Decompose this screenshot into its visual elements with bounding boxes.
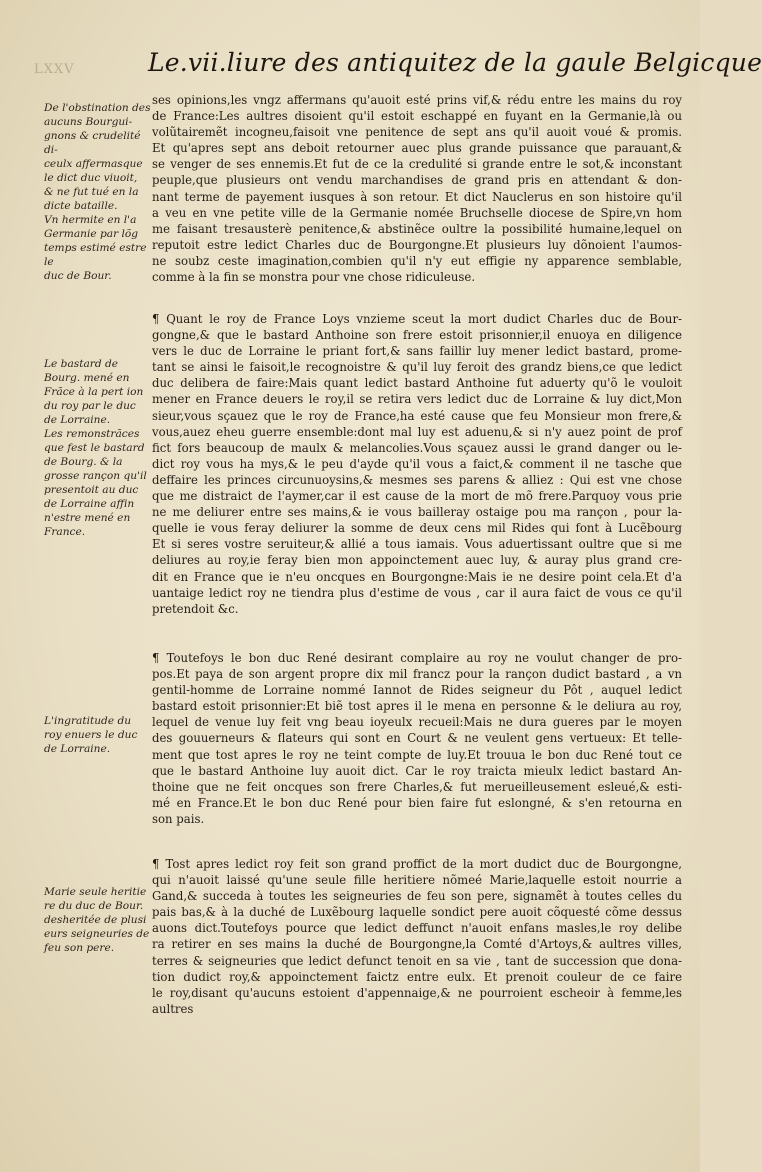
text-line: aultres [152, 1001, 194, 1016]
paragraph-3 [152, 650, 682, 827]
text-line: comme à la fin se monstra pour vne chose ridiculeuse. [152, 270, 476, 285]
paragraph-1 [152, 92, 682, 285]
text-line: quelle ie vous feray deliurer la somme de deux cens mil Rides qui font à Lucẽbourg [152, 521, 682, 536]
text-line: de France:Les aultres disoient qu'il estoit eschappé en fuyant en la Germanie,là ou [152, 109, 682, 124]
text-line: terres & seigneuries que ledict defunct tenoit en sa vie , tant de succession que dona- [152, 953, 682, 968]
text-line: que me distraict de l'aymer,car il est cause de la mort de mõ frere.Parquoy vous prie [152, 489, 682, 504]
text-line: reputoit estre ledict Charles duc de Bourgongne.Et plusieurs luy dõnoient l'aumos- [152, 237, 682, 252]
text-line: dit en France que ie n'eu oncques en Bourgongne:Mais ie ne desire point cela.Et d'a [152, 569, 682, 584]
text-line: des gouuerneurs & flateurs qui sont en Court & ne veulent gens vertueux: Et telle- [152, 731, 682, 746]
text-line: volũtairemẽt incogneu,faisoit vne penitence de sept ans qu'il auoit voué & promis. [152, 125, 682, 140]
text-line: pretendoit &c. [152, 601, 239, 616]
text-line: bastard estoit prisonnier:Et biẽ tost apres il le mena en personne & le deliura au roy, [152, 699, 682, 714]
paragraph-2 [152, 311, 682, 617]
text-line: pais bas,& à la duché de Luxẽbourg laquelle sondict pere auoit cõquesté cõme dessus [152, 905, 682, 920]
text-line: fict fors beaucoup de maulx & melancolies.Vous sçauez aussi le grand danger ou le- [152, 440, 682, 455]
text-line: ¶ Toutefoys le bon duc René desirant complaire au roy ne voulut changer de pro- [152, 651, 682, 665]
text-line: Et si seres vostre seruiteur,& allié a tous iamais. Vous aduertissant oultre que si me [152, 537, 682, 552]
running-title: Le.vii.liure des antiquitez de la gaule Belgicque [148, 48, 762, 77]
margin-note-1: De l'obstination des aucuns Bourgui- gnons & crudelité di- ceulx affermasque le dict duc viuoit, & ne fut tué en la dicte bataille. Vn hermite en l'a Germanie par lõg temps estimé estre le duc de Bour. [44, 102, 151, 282]
text-line: gentil-homme de Lorraine nommé Iannot de Rides seigneur du Pôt , auquel ledict [152, 683, 682, 698]
text-line: ra retirer en ses mains la duché de Bourgongne,la Comté d'Artoys,& aultres villes, [152, 937, 682, 952]
text-line: que le bastard Anthoine luy auoit dict. Car le roy traicta mieulx ledict bastard An- [152, 763, 682, 778]
text-line: se venger de ses ennemis.Et fut de ce la credulité si grande entre le sot,& inconstant [152, 157, 682, 172]
text-line: auons dict.Toutefoys pource que ledict deffunct n'auoit enfans masles,le roy delibe [152, 921, 682, 936]
text-line: le roy,disant qu'aucuns estoient d'appennaige,& ne pourroient escheoir à femme,les [152, 985, 682, 1000]
text-line: thoine que ne feit oncques son frere Charles,& fut merueilleusement esleué,& esti- [152, 779, 682, 794]
text-line: ¶ Tost apres ledict roy feit son grand proffict de la mort dudict duc de Bourgongne, [152, 857, 682, 871]
text-line: ne me deliurer entre ses mains,& ie vous bailleray ostaige pou ma rançon , pour la- [152, 505, 682, 520]
margin-note-4: Marie seule heritie re du duc de Bour. desheritée de plusi eurs seigneuries de feu son pere. [44, 886, 150, 954]
text-line: Et qu'apres sept ans deboit retourner auec plus grande puissance que parauant,& [152, 141, 682, 156]
text-line: peuple,que plusieurs ont vendu marchandises de grand pris en attendant & don- [152, 173, 682, 188]
text-line: vers le duc de Lorraine le priant fort,& sans faillir luy mener ledict bastard, prome- [152, 344, 682, 359]
text-line: gongne,& que le bastard Anthoine son frere estoit prisonnier,il enuoya en diligence [152, 328, 682, 343]
text-line: vous,auez eheu guerre ensemble:dont mal luy est aduenu,& si n'y auez point de prof [152, 424, 682, 439]
text-line: duc delibera de faire:Mais quant ledict bastard Anthoine fut aduerty qu'õ le vouloit [152, 376, 682, 391]
margin-note-3: L'ingratitude du roy enuers le duc de Lorraine. [44, 715, 138, 755]
text-line: ment que tost apres le roy ne teint compte de luy.Et trouua le bon duc René tout ce [152, 747, 682, 762]
text-line: ses opinions,les vngz affermans qu'auoit esté prins vif,& rédu entre les mains du roy [152, 93, 682, 107]
text-line: qui n'auoit laissé qu'une seule fille heritiere nõmeé Marie,laquelle estoit nourrie a [152, 873, 682, 888]
text-line: pos.Et paya de son argent propre dix mil francz pour la rançon dudict bastard , a vn [152, 667, 682, 682]
text-line: deliures au roy,ie feray bien mon appoinctement auec luy, & auray plus grand cre- [152, 553, 682, 568]
paragraph-4 [152, 856, 682, 1017]
text-line: sieur,vous sçauez que le roy de France,ha esté cause que feu Monsieur mon frere,& [152, 408, 682, 423]
text-line: uantaige ledict roy ne tiendra plus d'estime de vous , car il aura faict de vous ce qu'il [152, 585, 682, 600]
margin-note-2: Le bastard de Bourg. mené en Frãce à la pert ion du roy par le duc de Lorraine. Les remonstrãces que fest le bastard de Bourg. & la grosse rançon qu'il presentoit au duc de Lorraine affin n'estre mené en France. [44, 358, 147, 538]
text-line: ¶ Quant le roy de France Loys vnzieme sceut la mort dudict Charles duc de Bour- [152, 312, 682, 326]
text-line: mé en France.Et le bon duc René pour bien faire fut eslongné, & s'en retourna en [152, 795, 682, 810]
text-line: tion dudict roy,& appoinctement faictz entre eulx. Et prenoit couleur de ce faire [152, 969, 682, 984]
text-line: dict roy vous ha mys,& le peu d'ayde qu'il vous a faict,& comment il ne tasche que [152, 456, 682, 471]
text-line: tant se ainsi le faisoit,le recognoistre & qu'il luy feroit des grandz biens,ce que ledict [152, 360, 682, 375]
text-line: mener en France deuers le roy,il se retira vers ledict duc de Lorraine & luy dict,Mon [152, 392, 682, 407]
text-line: lequel de venue luy feit vng beau ioyeulx recueil:Mais ne dura gueres par le moyen [152, 715, 682, 730]
text-line: Gand,& succeda à toutes les seigneuries de feu son pere, signamẽt à toutes celles du [152, 889, 682, 904]
text-line: nant terme de payement iusques à son retour. Et dict Nauclerus en son histoire qu'il [152, 189, 682, 204]
text-line: son pais. [152, 811, 205, 826]
text-line: me faisant tresausterè penitence,& abstinẽce oultre la possibilité humaine,lequel on [152, 221, 682, 236]
text-line: a veu en vne petite ville de la Germanie nomée Bruchselle diocese de Spire,vn hom [152, 205, 682, 220]
text-line: deffaire les princes circunuoysins,& mesmes ses parens & alliez : Qui est vne chose [152, 472, 682, 487]
text-line: ne soubz ceste imagination,combien qu'il n'y eut effigie ny apparence semblable, [152, 253, 682, 268]
folio-number: LXXV [34, 62, 75, 77]
